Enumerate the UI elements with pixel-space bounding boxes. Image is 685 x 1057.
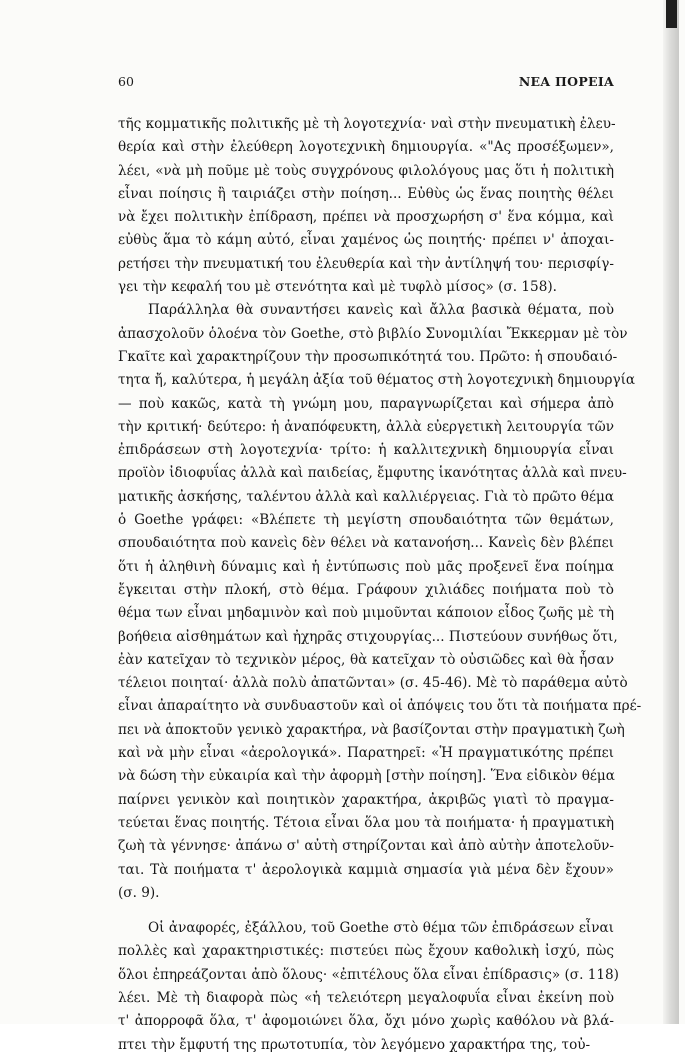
text-line: βοήθεια αἰσθημάτων καὶ ἠχηρᾶς στιχουργίας... Πιστεύουν συνήθως ὅτι, <box>118 628 618 645</box>
paragraph <box>118 299 642 905</box>
text-line: λέει. Μὲ τὴ διαφορὰ πὼς «ἡ τελειότερη μεγαλοφυΐα εἶναι ἐκείνη ποὺ <box>118 989 614 1006</box>
text-line: ὅτι ἡ ἀληθινὴ δύναμις καὶ ἡ ἐντύπωσις ποὺ μᾶς προξενεῖ ἕνα ποίημα <box>118 558 614 575</box>
body-text <box>118 113 642 1057</box>
text-line: Οἱ ἀναφορές, ἐξάλλου, τοῦ Goethe στὸ θέμα τῶν ἐπιδράσεων εἶναι <box>148 920 614 937</box>
text-line: εὐθὺς ἅμα τὸ κάμη αὐτό, εἶναι χαμένος ὡς ποιητής· πρέπει ν' ἀποχαι- <box>118 232 614 249</box>
text-line: νὰ δώση τὴν εὐκαιρία καὶ τὴν ἀφορμὴ [στὴν ποίηση]. Ἕνα εἰδικὸν θέμα <box>118 768 615 785</box>
text-line: νὰ ἔχει πολιτικὴν ἐπίδραση, πρέπει νὰ προσχωρήση σ' ἕνα κόμμα, καὶ <box>118 209 614 226</box>
text-line: ἔγκειται στὴν πλοκή, στὸ θέμα. Γράφουν χιλιάδες ποιήματα ποὺ τὸ <box>118 581 614 598</box>
text-line: τ' ἀπορροφᾶ ὅλα, τ' ἀφομοιώνει ὅλα, ὄχι μόνο χωρὶς καθόλου νὰ βλά- <box>118 1013 614 1030</box>
text-line: καὶ νὰ μὴν εἶναι «ἀερολογικά». Παρατηρεῖ: «Ἡ πραγματικότης πρέπει <box>118 745 614 762</box>
text-line: παίρνει γενικὸν καὶ ποιητικὸν χαρακτήρα, ἀκριβῶς γιατὶ τὸ πραγμα- <box>118 791 614 808</box>
text-line: Γκαῖτε καὶ χαρακτηρίζουν τὴν προσωπικότητά του. Πρῶτο: ἡ σπουδαιό- <box>118 348 618 365</box>
text-line: γει τὴν κεφαλή του μὲ στενότητα καὶ μὲ τυφλὸ μίσος» (σ. 158). <box>118 279 557 296</box>
paragraph <box>118 917 619 1057</box>
text-line: ἐὰν κατεῖχαν τὸ τεχνικὸν μέρος, θὰ κατεῖχαν τὸ οὐσιῶδες καὶ θὰ ἦσαν <box>118 651 614 668</box>
text-line: εἶναι ἀπαραίτητο νὰ συνδυαστοῦν καὶ οἱ ἀπόψεις του ὅτι τὰ ποιήματα πρέ- <box>118 698 642 715</box>
text-line: λέει, «νὰ μὴ ποῦμε μὲ τοὺς συγχρόνους φιλολόγους μας ὅτι ἡ πολιτικὴ <box>118 162 614 179</box>
text-line: ματικῆς ἀσκήσης, ταλέντου ἀλλὰ καὶ καλλιέργειας. Γιὰ τὸ πρῶτο θέμα <box>118 488 614 505</box>
text-line: ὁ Goethe γράφει: «Βλέπετε τὴ μεγίστη σπουδαιότητα τῶν θεμάτων, <box>118 512 614 529</box>
text-line: θερία καὶ στὴν ἐλεύθερη λογοτεχνικὴ δημιουργία. «"Ας προσέξωμεν», <box>118 139 614 156</box>
text-line: προϊὸν ἰδιοφυΐας ἀλλὰ καὶ παιδείας, ἔμφυτης ἱκανότητας ἀλλὰ καὶ πνευ- <box>118 465 627 482</box>
text-line: ζωὴ τὰ γέννησε· ἀπάνω σ' αὐτὴ στηρίζονται καὶ ἀπὸ αὐτὴν ἀποτελοῦν- <box>118 838 614 855</box>
text-line: ὅλοι ἐπηρεάζονται ἀπὸ ὅλους· «ἐπιτέλους ὅλα εἶναι ἐπίδρασις» (σ. 118) <box>118 966 619 983</box>
text-line: θέμα των εἶναι μηδαμινὸν καὶ ποὺ μιμοῦνται κάποιον εἶδος ζωῆς μὲ τὴ <box>118 605 614 622</box>
text-line: πολλὲς καὶ χαρακτηριστικές: πιστεύει πὼς ἔχουν καθολικὴ ἰσχύ, πὼς <box>118 943 614 960</box>
page-number: 60 <box>118 74 134 89</box>
text-line: — ποὺ κακῶς, κατὰ τὴ γνώμη μου, παραγνωρίζεται καὶ σήμερα ἀπὸ <box>118 395 614 412</box>
page-edge-shadow <box>663 0 679 1024</box>
text-line: (σ. 9). <box>118 884 160 901</box>
text-line: τέλειοι ποιηταί· ἀλλὰ πολὺ ἀπατῶνται» (σ. 45-46). Μὲ τὸ παράθεμα αὐτὸ <box>118 675 628 692</box>
text-line: εἶναι ποίησις ἢ ταιριάζει στὴν ποίηση... Εὐθὺς ὡς ἕνας ποιητὴς θέλει <box>118 185 614 202</box>
text-line: σπουδαιότητα ποὺ κανεὶς δὲν θέλει νὰ κατανοήση... Κανεὶς δὲν βλέπει <box>118 535 614 552</box>
text-line: πει νὰ ἀποκτοῦν γενικὸ χαρακτήρα, νὰ βασίζονται στὴν πραγματικὴ ζωὴ <box>118 721 625 738</box>
text-line: πτει τὴν ἔμφυτή της πρωτοτυπία, τὸν λεγόμενο χαρακτήρα της, τοὐ- <box>118 1036 591 1053</box>
text-line: ἀπασχολοῦν ὁλοένα τὸν Goethe, στὸ βιβλίο Συνομιλίαι Ἔκκερμαν μὲ τὸν <box>118 325 628 342</box>
text-line: ἐπιδράσεων στὴ λογοτεχνία· τρίτο: ἡ καλλιτεχνικὴ δημιουργία εἶναι <box>118 442 614 459</box>
text-line: Παράλληλα θὰ συναντήσει κανεὶς καὶ ἄλλα βασικὰ θέματα, ποὺ <box>148 302 614 319</box>
text-line: τητα ἤ, καλύτερα, ἡ μεγάλη ἀξία τοῦ θέματος στὴ λογοτεχνικὴ δημιουργία <box>118 372 636 389</box>
journal-title: ΝΕΑ ΠΟΡΕΙΑ <box>518 74 614 89</box>
paragraph <box>118 113 614 299</box>
text-line: τεύεται ἕνας ποιητής. Τέτοια εἶναι ὅλα μου τὰ ποιήματα· ἡ πραγματικὴ <box>118 814 614 831</box>
text-line: ται. Τὰ ποιήματα τ' ἀερολογικὰ καμμιὰ σημασία γιὰ μένα δὲν ἔχουν» <box>118 861 614 878</box>
text-line: τὴν κριτική· δεύτερο: ἡ ἀναπόφευκτη, ἀλλὰ εὐεργετικὴ λειτουργία τῶν <box>118 418 614 435</box>
text-line: τῆς κομματικῆς πολιτικῆς μὲ τὴ λογοτεχνία· ναὶ στὴν πνευματικὴ ἐλευ- <box>118 116 616 132</box>
text-line: ρετήσει τὴν πνευματική του ἐλευθερία καὶ τὴν ἀντίληψή του· περισφίγ- <box>118 255 614 272</box>
page-edge-mark <box>666 0 677 28</box>
